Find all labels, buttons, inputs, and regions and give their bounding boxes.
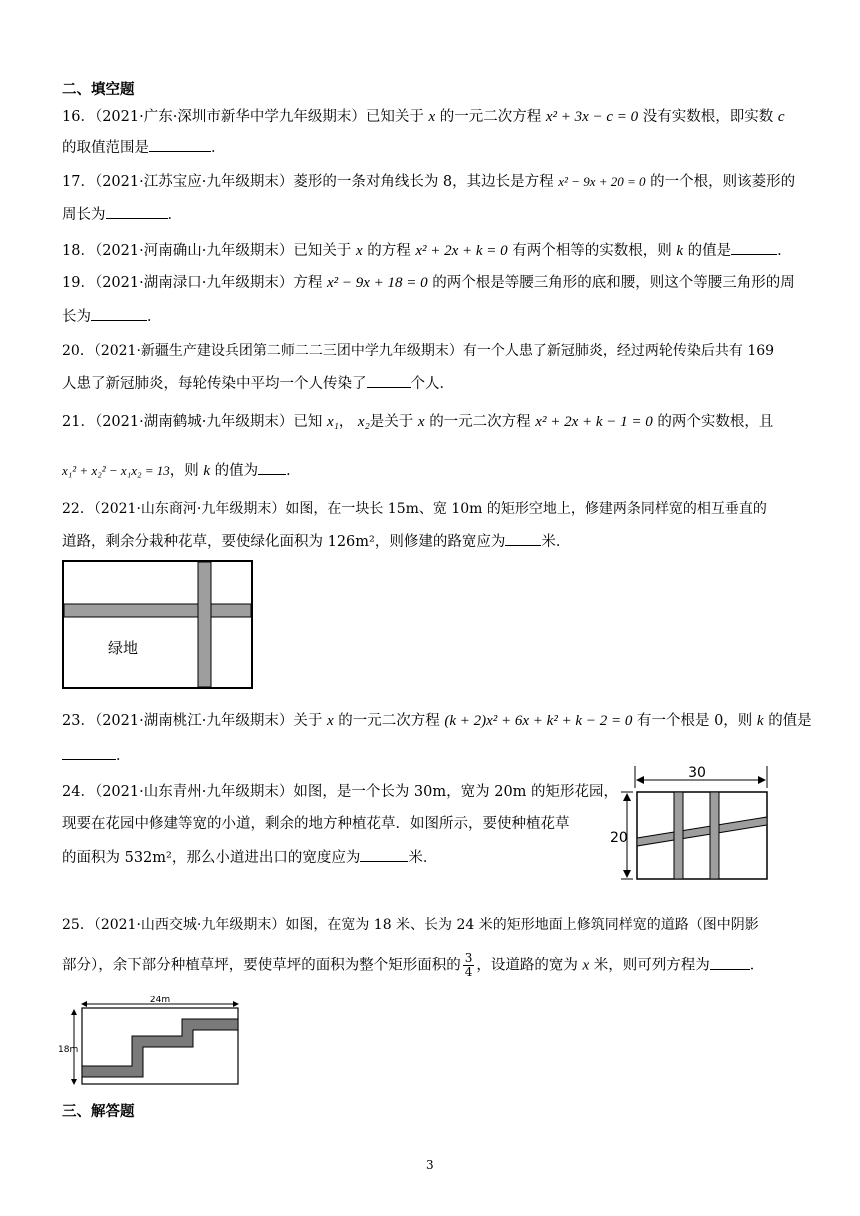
- q21-x1: x₁: [326, 414, 339, 430]
- q22-line2: 道路，剩余分栽种花草，要使绿化面积为 126m²，则修建的路宽应为: [62, 534, 506, 550]
- q18-equation: x² + 2x + k = 0: [415, 243, 508, 259]
- question-16-line1: [62, 107, 785, 127]
- q21-var-k: k: [203, 463, 211, 479]
- q21-x2: x₂: [357, 414, 370, 430]
- question-17-line2: [62, 204, 182, 225]
- q23-equation: (k + 2)x² + 6x + k² + k − 2 = 0: [444, 713, 633, 729]
- question-24-line2: 现要在花园中修建等宽的小道，剩余的地方种植花草．如图所示，要使种植花草: [62, 816, 570, 832]
- q22-end: 米．: [541, 534, 571, 550]
- q16-var-x: x: [428, 109, 436, 125]
- q25-answer-blank[interactable]: [710, 955, 750, 970]
- q25-var-x: x: [582, 957, 590, 974]
- q20-line2: 人患了新冠肺炎，每轮传染中平均一个人传染了: [62, 376, 367, 392]
- q17-answer-blank[interactable]: [106, 204, 168, 219]
- question-21-line1: [62, 412, 773, 432]
- q23-suffix3: 的值是: [768, 713, 812, 729]
- q21-equation: x² + 2x + k − 1 = 0: [535, 414, 653, 430]
- q22-answer-blank[interactable]: [505, 531, 541, 546]
- q23-suffix2: ，则: [723, 713, 753, 729]
- q23-end: ．: [116, 748, 131, 764]
- q21-suffix: 的两个实数根，且: [657, 414, 774, 430]
- q23-suffix: 有一个根是: [636, 713, 710, 729]
- q25-label-width: 24m: [149, 996, 171, 1005]
- q25-label-height: 18m: [58, 1045, 79, 1055]
- q24-vertical-path-right: [710, 792, 719, 879]
- question-25-line2: [62, 952, 764, 979]
- q22-road-crossing: [199, 605, 211, 617]
- q17-equation: x² − 9x + 20 = 0: [558, 174, 646, 189]
- q20-end: 个人．: [410, 376, 454, 392]
- q18-end: ．: [777, 243, 792, 259]
- question-19-line2: [62, 306, 162, 327]
- q18-suffix2: 的值是: [687, 243, 732, 259]
- q24-label-width: 30: [688, 765, 706, 781]
- q19-line2: 长为: [62, 309, 91, 325]
- q25-line2: 部分），余下部分种植草坪，要使草坪的面积为整个矩形面积的: [62, 957, 461, 974]
- q23-var-k: k: [756, 713, 764, 729]
- question-20-line2: [62, 373, 454, 394]
- q21-prefix: 21．（2021·湖南鹤城·九年级期末）已知: [62, 414, 323, 430]
- q18-mid: 的方程: [367, 243, 411, 259]
- q18-suffix: 有两个相等的实数根，则: [512, 243, 672, 259]
- question-23-line2: [62, 745, 131, 766]
- q16-answer-blank[interactable]: [149, 137, 211, 152]
- question-18: [62, 240, 792, 261]
- question-17-line1: [62, 172, 795, 192]
- q16-equation: x² + 3x − c = 0: [545, 109, 639, 125]
- q22-field-rect: [63, 561, 252, 688]
- q19-suffix: 的两个根是等腰三角形的底和腰，则这个等腰三角形的周: [432, 275, 795, 291]
- q22-horizontal-road: [64, 604, 251, 617]
- question-23-line1: [62, 711, 812, 731]
- q16-end: ．: [211, 140, 226, 156]
- q24-end: 米．: [408, 850, 438, 866]
- q21-var-x: x: [417, 414, 425, 430]
- q17-line2: 周长为: [62, 207, 106, 223]
- question-22-line2: [62, 531, 570, 552]
- q21-equation2: x₁² + x₂² − x₁x₂ = 13: [62, 463, 170, 478]
- q18-var-x: x: [355, 243, 363, 259]
- q23-prefix: 23．（2021·湖南桃江·九年级期末）关于: [62, 713, 323, 729]
- q23-answer-blank[interactable]: [62, 745, 116, 760]
- q22-vertical-road: [198, 562, 211, 687]
- q21-end: ．: [286, 463, 301, 479]
- q19-equation: x² − 9x + 18 = 0: [326, 275, 428, 291]
- q21-mid2: 的一元二次方程: [429, 414, 531, 430]
- q16-mid: 的一元二次方程: [439, 109, 542, 125]
- q25-end: ．: [749, 957, 765, 974]
- q17-end: ．: [167, 207, 182, 223]
- q19-answer-blank[interactable]: [91, 306, 147, 321]
- q22-figure: [62, 560, 254, 690]
- section-title-solve: 三、解答题: [62, 1104, 135, 1120]
- section-title-fill-in: 二、填空题: [62, 82, 135, 98]
- question-16-line2: [62, 137, 226, 158]
- q24-figure: [607, 762, 779, 884]
- q25-line2b: ，设道路的宽为: [476, 957, 578, 974]
- q18-answer-blank[interactable]: [731, 240, 777, 255]
- question-21-line2: [62, 460, 301, 481]
- question-20-line1: 20．（2021·新疆生产建设兵团第二师二二三团中学九年级期末）有一个人患了新冠肺炎，经过两轮传染后共有 169: [62, 343, 775, 359]
- q24-vertical-path-left: [674, 792, 683, 879]
- q25-frac-num: 3: [464, 951, 473, 965]
- q23-zero: 0: [714, 713, 724, 729]
- q19-end: ．: [147, 309, 162, 325]
- q17-prefix: 17．（2021·江苏宝应·九年级期末）菱形的一条对角线长为 8，其边长是方程: [62, 174, 554, 190]
- q16-line2: 的取值范围是: [62, 140, 149, 156]
- q21-line2: ，则: [169, 463, 199, 479]
- q24-answer-blank[interactable]: [360, 847, 408, 862]
- question-24-line3: [62, 847, 437, 868]
- q21-answer-blank[interactable]: [258, 460, 286, 475]
- q24-label-height: 20: [610, 830, 628, 846]
- q18-prefix: 18．（2021·河南确山·九年级期末）已知关于: [62, 243, 352, 259]
- q16-suffix: 没有实数根，即实数: [642, 109, 774, 125]
- q16-prefix: 16．（2021·广东·深圳市新华中学九年级期末）已知关于: [62, 109, 424, 125]
- q21-line2b: 的值为: [214, 463, 259, 479]
- question-22-line1: 22．（2021·山东商河·九年级期末）如图，在一块长 15m、宽 10m 的矩形空地上，修建两条同样宽的相互垂直的: [62, 501, 767, 517]
- q25-frac-den: 4: [464, 965, 473, 979]
- question-24-line1: 24．（2021·山东青州·九年级期末）如图，是一个长为 30m，宽为 20m 的矩形花园，: [62, 784, 619, 800]
- q23-var-x: x: [326, 713, 334, 729]
- q22-figure-label: 绿地: [108, 639, 139, 657]
- q24-line3: 的面积为 532m²，那么小道进出口的宽度应为: [62, 850, 361, 866]
- question-19-line1: [62, 273, 795, 293]
- q17-suffix: 的一个根，则该菱形的: [650, 174, 796, 190]
- question-25-line1: 25．（2021·山西交城·九年级期末）如图，在宽为 18 米、长为 24 米的矩形地面上修筑同样宽的道路（图中阴影: [62, 917, 759, 933]
- q21-mid: 是关于: [369, 414, 414, 430]
- q19-prefix: 19．（2021·湖南渌口·九年级期末）方程: [62, 275, 323, 291]
- q18-var-k: k: [676, 243, 684, 259]
- q21-sep: ，: [338, 414, 354, 430]
- q20-answer-blank[interactable]: [367, 373, 411, 388]
- page-number: 3: [426, 1158, 434, 1172]
- q25-line2c: 米，则可列方程为: [593, 957, 710, 974]
- q23-mid: 的一元二次方程: [338, 713, 440, 729]
- q25-fraction: [463, 952, 475, 979]
- q25-figure: [58, 996, 244, 1090]
- q16-var-c: c: [777, 109, 785, 125]
